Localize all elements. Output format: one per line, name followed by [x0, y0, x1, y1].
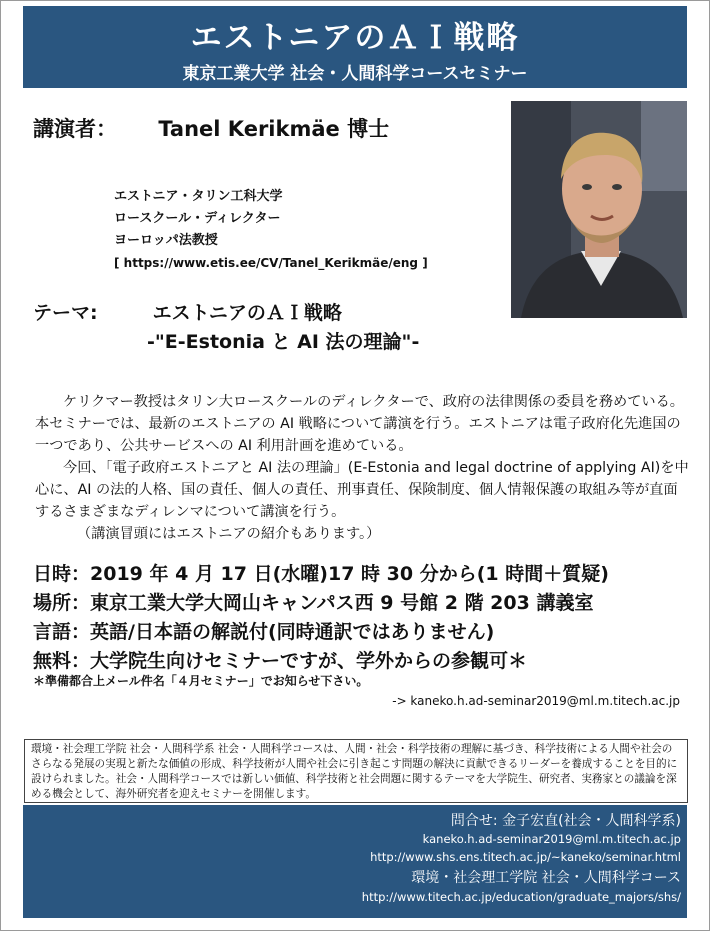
body-paragraph: 今回、「電子政府エストニアと AI 法の理論」(E-Estonia and legal doctrine of applying AI)を中心に、AI の法的人格、国の責任、個人の責任、刑事責任、保険制度、個人情報保護の取組み等が直面するさまざまなディレンマについて講演を行う。 [35, 460, 689, 520]
contact-person: 問合せ: 金子宏直(社会・人間科学系) [450, 813, 681, 829]
affiliation-line: ロースクール・ディレクター [114, 211, 281, 226]
footer-contact [23, 805, 687, 918]
theme-subtitle: -"E-Estonia と AI 法の理論"- [147, 331, 420, 353]
registration-note: ＊準備都合上メール件名「４月セミナー」でお知らせ下さい。 [33, 674, 369, 688]
speaker-affiliation [114, 186, 428, 274]
event-language: 言語：英語/日本語の解説付(同時通訳ではありません) [33, 621, 495, 643]
speaker-name: Tanel Kerikmäe 博士 [158, 117, 390, 141]
registration-email[interactable]: -> kaneko.h.ad-seminar2019@ml.m.titech.ac.jp [392, 694, 680, 708]
speaker-photo-illustration [511, 101, 687, 318]
event-fee: 無料：大学院生向けセミナーですが、学外からの参観可＊ [33, 650, 528, 672]
affiliation-line: ヨーロッパ法教授 [114, 233, 218, 248]
speaker-label: 講演者： [33, 117, 117, 141]
page-title: エストニアのＡＩ戦略 [190, 20, 520, 56]
contact-email[interactable]: kaneko.h.ad-seminar2019@ml.m.titech.ac.jp [422, 832, 681, 846]
school-name: 環境・社会理工学院 社会・人間科学コース [411, 870, 681, 886]
body-paragraph: ケリクマー教授はタリン大ロースクールのディレクターで、政府の法律関係の委員を務めている。本セミナーでは、最新のエストニアの AI 戦略について講演を行う。エストニアは電子政府化先進国の一つであり、公共サービスへの AI 利用計画を進めている。 [35, 394, 684, 454]
theme-label: テーマ: [33, 302, 98, 324]
school-link[interactable]: http://www.titech.ac.jp/education/graduate_majors/shs/ [361, 890, 681, 904]
speaker-photo [511, 101, 687, 318]
body-note: （講演冒頭にはエストニアの紹介もあります。） [77, 526, 381, 542]
theme-title: エストニアのＡＩ戦略 [152, 302, 342, 324]
theme-row [33, 298, 342, 325]
event-info [33, 560, 609, 676]
header-banner [23, 6, 687, 88]
speaker-cv-link[interactable]: [ https://www.etis.ee/CV/Tanel_Kerikmäe/eng ] [114, 256, 428, 270]
seminar-description [35, 391, 691, 545]
page-subtitle: 東京工業大学 社会・人間科学コースセミナー [182, 64, 528, 84]
event-place: 場所：東京工業大学大岡山キャンパス西 9 号館 2 階 203 講義室 [33, 592, 594, 614]
event-date: 日時：2019 年 4 月 17 日(水曜)17 時 30 分から(1 時間＋質疑) [33, 563, 609, 585]
course-description-box: 環境・社会理工学院 社会・人間科学系 社会・人間科学コースは、人間・社会・科学技術の理解に基づき、科学技術による人間や社会のさらなる発展の実現と新たな価値の形成、科学技術が人間や社会に引き起こす問題の解決に貢献できるリーダーを養成することを目的に設けられました。社会・人間科学コースでは新しい価値、科学技術と社会問題に関するテーマを大学院生、研究者、実務家との議論を深める機会として、海外研究者を迎えセミナーを開催します。 [24, 739, 688, 803]
affiliation-line: エストニア・タリン工科大学 [114, 189, 283, 204]
seminar-link[interactable]: http://www.shs.ens.titech.ac.jp/~kaneko/seminar.html [370, 850, 681, 864]
speaker-row [33, 113, 389, 143]
